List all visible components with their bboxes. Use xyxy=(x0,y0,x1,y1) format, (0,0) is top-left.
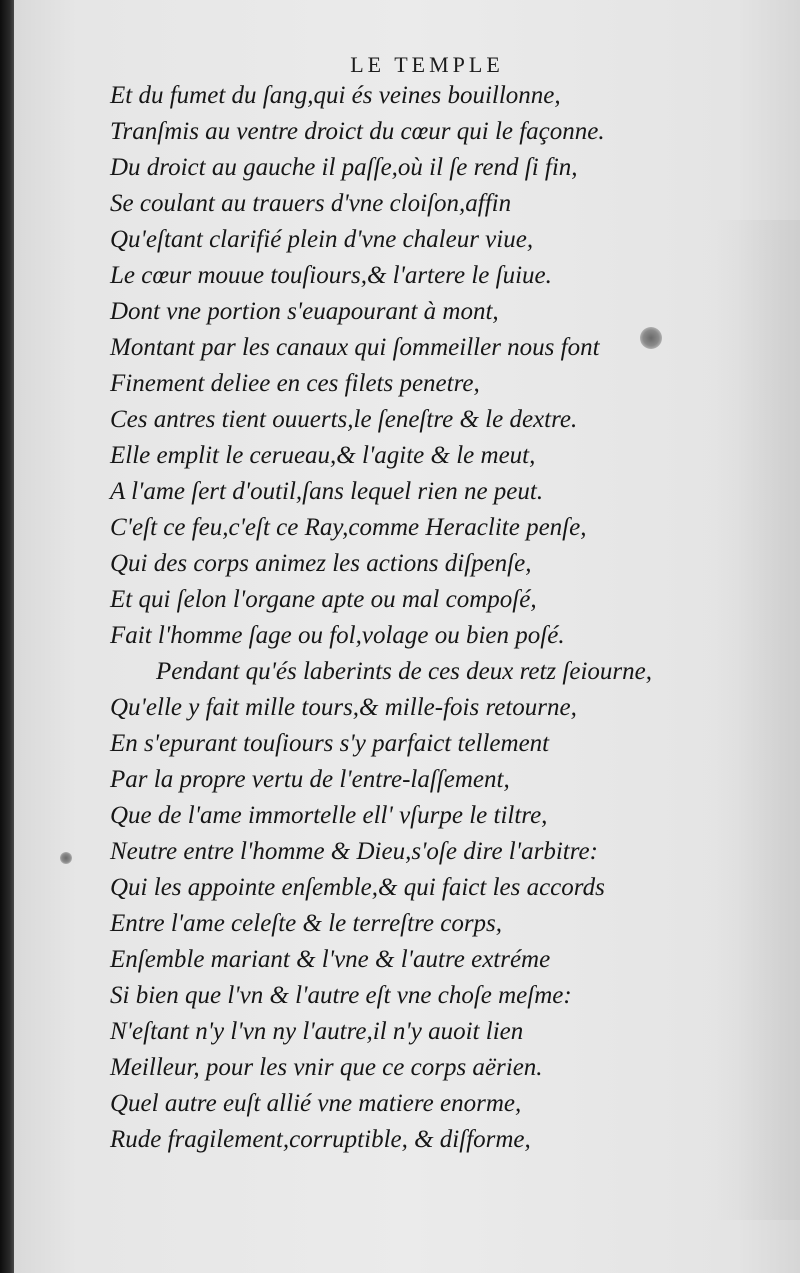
verse-line: Du droict au gauche il paſſe,où il ſe rend ſi fin, xyxy=(110,154,578,181)
verse-line: Fait l'homme ſage ou fol,volage ou bien poſé. xyxy=(110,622,565,649)
verse-line: C'eſt ce feu,c'eſt ce Ray,comme Heraclite penſe, xyxy=(110,514,587,541)
show-through-bleed xyxy=(710,220,800,1220)
verse-line: N'eſtant n'y l'vn ny l'autre,il n'y auoit lien xyxy=(110,1018,524,1045)
verse-line: Qu'elle y fait mille tours,& mille-fois retourne, xyxy=(110,694,577,721)
verse-line: Pendant qu'és laberints de ces deux retz ſeiourne, xyxy=(156,658,652,685)
verse-line: Le cœur mouue touſiours,& l'artere le ſuiue. xyxy=(110,262,552,289)
verse-line: Si bien que l'vn & l'autre eſt vne choſe meſme: xyxy=(110,982,572,1009)
verse-line: Dont vne portion s'euapourant à mont, xyxy=(110,298,499,325)
verse-line: Meilleur, pour les vnir que ce corps aërien. xyxy=(110,1054,543,1081)
verse-line: Se coulant au trauers d'vne cloiſon,affin xyxy=(110,190,512,217)
verse-line: Ces antres tient ouuerts,le ſeneſtre & le dextre. xyxy=(110,406,578,433)
verse-line: Rude fragilement,corruptible, & diſforme, xyxy=(110,1126,531,1153)
verse-line: En s'epurant touſiours s'y parfaict tellement xyxy=(110,730,550,757)
verse-line: A l'ame ſert d'outil,ſans lequel rien ne peut. xyxy=(110,478,544,505)
book-page xyxy=(14,0,800,1273)
verse-line: Qu'eſtant clarifié plein d'vne chaleur viue, xyxy=(110,226,534,253)
verse-line: Quel autre euſt allié vne matiere enorme, xyxy=(110,1090,522,1117)
verse-line: Montant par les canaux qui ſommeiller nous font xyxy=(110,334,600,361)
ink-spot xyxy=(60,852,72,864)
verse-line: Qui les appointe enſemble,& qui faict les accords xyxy=(110,874,605,901)
running-head: LE TEMPLE xyxy=(350,52,504,77)
verse-line: Elle emplit le cerueau,& l'agite & le meut, xyxy=(110,442,536,469)
verse-line: Entre l'ame celeſte & le terreſtre corps, xyxy=(110,910,503,937)
verse-line: Finement deliee en ces filets penetre, xyxy=(110,370,480,397)
verse-line: Tranſmis au ventre droict du cœur qui le façonne. xyxy=(110,118,605,145)
verse-line: Neutre entre l'homme & Dieu,s'oſe dire l'arbitre: xyxy=(110,838,598,865)
verse-block xyxy=(110,78,652,1158)
verse-line: Par la propre vertu de l'entre-laſſement, xyxy=(110,766,510,793)
verse-line: Qui des corps animez les actions diſpenſe, xyxy=(110,550,532,577)
verse-line: Et qui ſelon l'organe apte ou mal compoſé, xyxy=(110,586,537,613)
verse-line: Et du fumet du ſang,qui és veines bouillonne, xyxy=(110,82,561,109)
verse-line: Que de l'ame immortelle ell' vſurpe le tiltre, xyxy=(110,802,548,829)
verse-line: Enſemble mariant & l'vne & l'autre extréme xyxy=(110,946,551,973)
page-binding-edge xyxy=(0,0,14,1273)
